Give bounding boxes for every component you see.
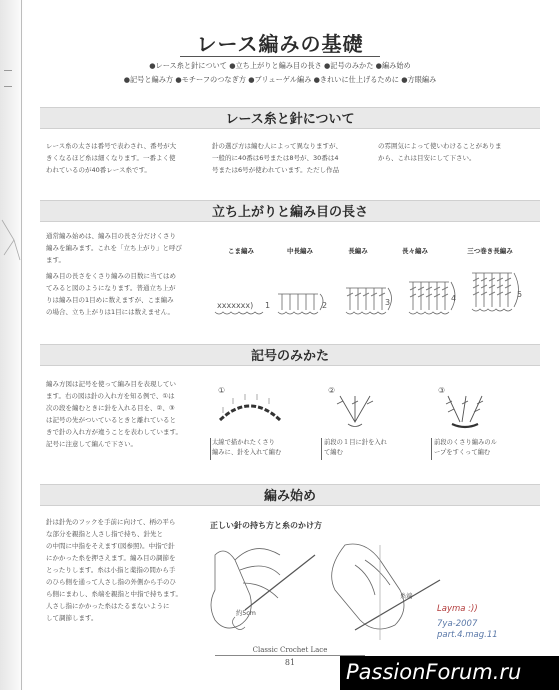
start-text: 針は針先のフックを手前に向けて、柄の平ら な部分を親指と人さし指で持ち、針先と の中間に中指をそえます(図参照)。中指で針 にかかった糸を押さえます。編み目の調節を とったりします。糸は小指と薬指の間から手 のひら側を通って人さし指の外側から手のひ ら側にまわし、糸端を親指と中指で持ちます。 人さし指にかかった糸はたるまないように して調節します。 [46,518,182,622]
symbols-text: 編み方図は記号を使って編み目を表現してい ます。右の図は針の入れ方を知る例で、①は 次の段を編むときに針を入れる目を、②、③ は記号の先がついているときと離れていると きで針の入れ方が違うことを表わしています。 記号に注意して編んで下さい。 [46,380,182,448]
svg-text:xxxxxxx): xxxxxxx) [217,301,254,310]
watermark-source: part.4.mag.11 [437,630,498,640]
fig-number-1: ① [218,386,226,395]
symbol-diagram-2 [330,392,380,432]
stitch-label-dtr: 三つ巻き長編み [467,247,513,255]
stitch-diagram-sc [213,270,271,320]
chain-count-5: 5 [517,290,523,299]
stitch-diagram-dc [344,270,400,320]
stitch-label-dc: 長編み [348,247,368,255]
caption-3: 前段のくさり編みのル ープをすくって編む [434,439,497,456]
stitch-label-tr: 長々編み [402,247,428,255]
toc-line-2: ●記号と編み方 ●モチーフのつなぎ方 ●ブリューゲル編み ●きれいに仕上げるために ●方眼編み [123,75,437,84]
caption-1: 太線で描かれたくさり 編みに、針を入れて編む [212,439,282,456]
section-title-symbols: 記号のみかた [250,349,329,364]
caption-2: 前段の１目に針を入れ て編む [324,439,387,456]
symbol-diagram-1 [215,395,285,435]
symbol-diagram-3 [440,392,490,432]
fig-number-3: ③ [438,386,446,395]
height-text: 通常編み始めは、編み目の長さ分だけくさり 編みを編みます。これを「立ち上がり」と呼び ます。 編み目の長さをくさり編みの目数に当てはめ てみると図のようになります。普通立ち上が りは編み目の1目めに数えますが、こま編み の場合、立ち上がりは1目には数えません。 [46,232,182,316]
binding-sketch [0,215,22,275]
fig-number-2: ② [328,386,336,395]
footer-series: Classic Crochet Lace [252,646,328,654]
toc-line-1: ●レース糸と針について ●立ち上がりと編み目の長さ ●記号のみかた ●編み始め [149,61,411,70]
label-thread-end: 糸端 [400,593,413,600]
thread-col-3: の雰囲気によって使いわけることがありま から、これは目安にして下さい。 [378,142,502,162]
chain-count-2: 2 [322,301,328,310]
hook-holding-subhead: 正しい針の持ち方と糸のかけ方 [210,521,322,530]
stitch-diagram-hdc [276,270,332,320]
binding-mark [4,86,12,87]
chain-count-4: 4 [451,294,457,303]
section-title-start: 編み始め [263,489,316,504]
thread-col-1: レース糸の太さは番号で表わされ、番号が大 きくなるほど糸は細くなります。一番よく使 われているのが40番レース糸です。 [46,142,177,174]
thread-col-2: 針の選び方は編む人によって異なりますが、 一般的に40番は6号または8号が、30番は4 号または6号が使われています。ただし作品 [212,142,342,174]
section-title-thread: レース糸と針について [225,112,355,127]
binding-line [21,0,22,690]
page-title: レース編みの基礎 [196,32,364,56]
chain-count-1: 1 [265,301,271,310]
watermark-name: Layma :)) [437,604,478,614]
hand-illustration [205,535,445,645]
watermark-site-small: 7ya-2007 [437,619,478,629]
title-underline [180,56,380,57]
binding-mark [4,70,12,71]
label-5cm: 約5cm [236,610,256,617]
section-title-height: 立ち上がりと編み目の長さ [211,205,368,220]
watermark-site-big: PassionForum.ru [346,660,522,684]
chain-count-3: 3 [385,298,391,307]
page-number: 81 [284,658,296,667]
stitch-label-hdc: 中長編み [287,247,313,255]
stitch-label-sc: こま編み [228,247,254,255]
